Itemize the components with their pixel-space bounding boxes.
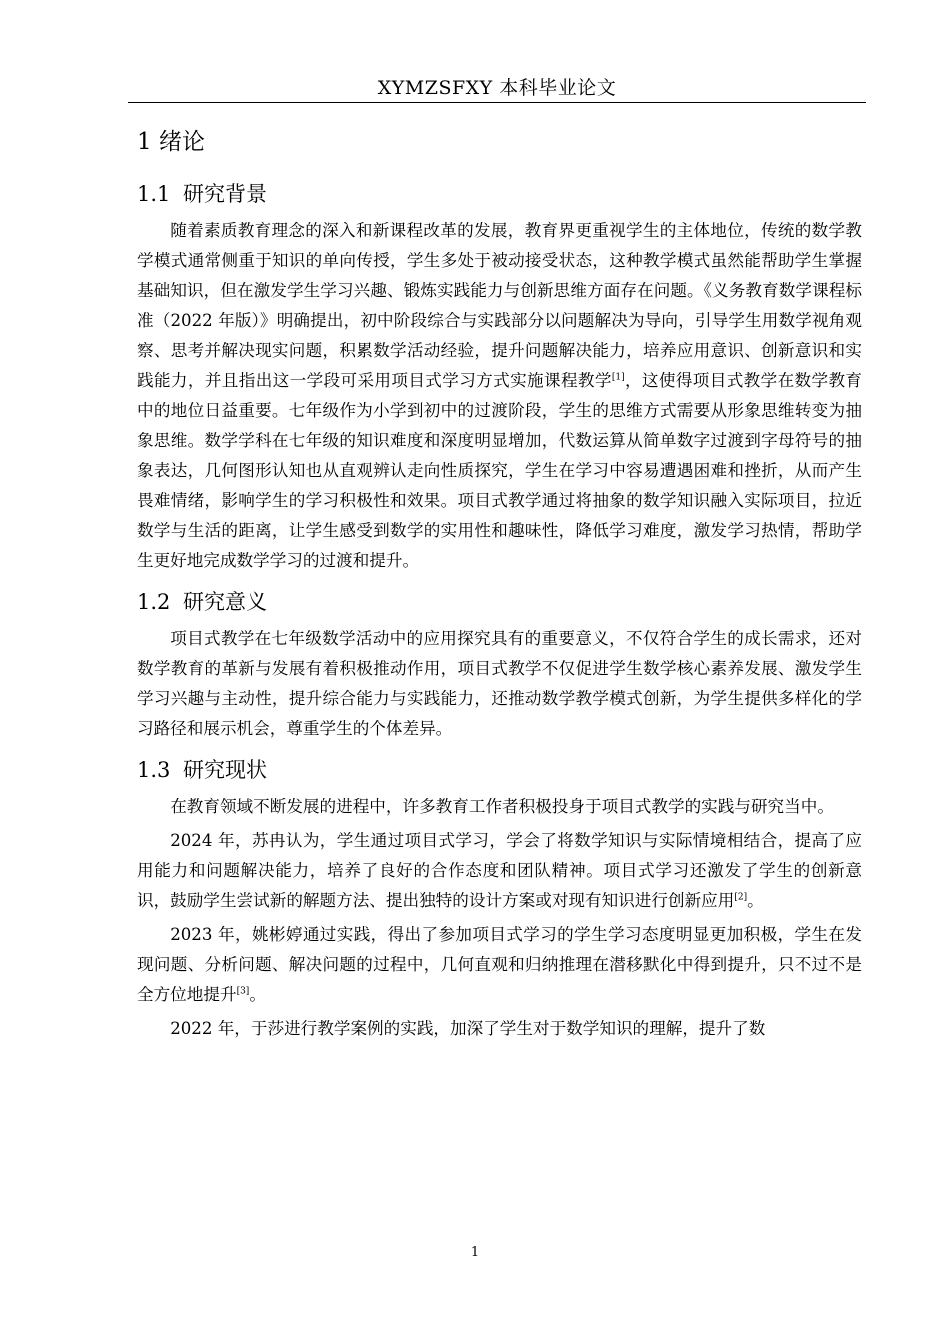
- page-header: XYMZSFXY 本科毕业论文: [377, 77, 617, 99]
- paragraph-text: 项目式教学在七年级数学活动中的应用探究具有的重要意义，不仅符合学生的成长需求，还对数学教育的革新与发展有着积极推动作用，项目式教学不仅促进学生数学核心素养发展、激发学生学习兴趣与主动性，提升综合能力与实践能力，还推动数学教学模式创新，为学生提供多样化的学习路径和展示机会，尊重学生的个体差异。: [137, 629, 862, 738]
- citation-ref: [2]: [734, 892, 748, 903]
- body-paragraph: [137, 1014, 862, 1044]
- paragraph-text: 随着素质教育理念的深入和新课程改革的发展，教育界更重视学生的主体地位，传统的数学教学模式通常侧重于知识的单向传授，学生多处于被动接受状态，这种教学模式虽然能帮助学生掌握基础知识，但在激发学生学习兴趣、锻炼实践能力与创新思维方面存在问题。《义务教育数学课程标准（2022 年版）》明确提出，初中阶段综合与实践部分以问题解决为导向，引导学生用数学视角观察、思考并解决现实问题，积累数学活动经验，提升问题解决能力，培养应用意识、创新意识和实践能力，并且指出这一学段可采用项目式学习方式实施课程教学: [137, 221, 862, 390]
- body-paragraph: [137, 792, 862, 822]
- body-paragraph: [137, 920, 862, 1010]
- section-title: 研究意义: [183, 590, 267, 614]
- paragraph-text: ，这使得项目式教学在数学教育中的地位日益重要。七年级作为小学到初中的过渡阶段，学生的思维方式需要从形象思维转变为抽象思维。数学学科在七年级的知识难度和深度明显增加，代数运算从简单数字过渡到字母符号的抽象表达，几何图形认知也从直观辨认走向性质探究，学生在学习中容易遭遇困难和挫折，从而产生畏难情绪，影响学生的学习积极性和效果。项目式教学通过将抽象的数学知识融入实际项目，拉近数学与生活的距离，让学生感受到数学的实用性和趣味性，降低学习难度，激发学习热情，帮助学生更好地完成数学学习的过渡和提升。: [137, 371, 863, 570]
- body-paragraph: [137, 826, 862, 916]
- section-research-background: [137, 178, 862, 576]
- section-heading: [137, 586, 862, 618]
- section-title: 研究背景: [183, 182, 267, 206]
- section-heading: [137, 178, 862, 210]
- section-research-significance: [137, 586, 862, 744]
- section-number: 1.2: [137, 590, 171, 614]
- paragraph-text: 2023 年，姚彬婷通过实践，得出了参加项目式学习的学生学习态度明显更加积极，学生在发现问题、分析问题、解决问题的过程中，几何直观和归纳推理在潜移默化中得到提升，只不过不是全方位地提升: [137, 925, 862, 1004]
- section-research-status: [137, 754, 862, 1044]
- paragraph-text: 在教育领域不断发展的进程中，许多教育工作者积极投身于项目式教学的实践与研究当中。: [170, 797, 834, 816]
- section-heading: [137, 754, 862, 786]
- section-number: 1.3: [137, 758, 171, 782]
- body-paragraph: [137, 624, 862, 744]
- paragraph-text: 。: [747, 891, 764, 910]
- paragraph-text: 2024 年，苏冉认为，学生通过项目式学习，学会了将数学知识与实际情境相结合，提高了应用能力和问题解决能力，培养了良好的合作态度和团队精神。项目式学习还激发了学生的创新意识，鼓励学生尝试新的解题方法、提出独特的设计方案或对现有知识进行创新应用: [137, 831, 862, 910]
- paragraph-text: 2022 年，于莎进行教学案例的实践，加深了学生对于数学知识的理解，提升了数: [170, 1019, 766, 1038]
- body-paragraph: [137, 216, 862, 576]
- citation-ref: [1]: [611, 372, 625, 383]
- section-title: 研究现状: [183, 758, 267, 782]
- page-number: 1: [470, 1245, 480, 1260]
- section-number: 1.1: [137, 182, 171, 206]
- page-content: [137, 124, 862, 1048]
- chapter-title: 1 绪论: [137, 129, 205, 155]
- header-rule: [128, 102, 866, 103]
- citation-ref: [3]: [236, 986, 250, 997]
- paragraph-text: 。: [249, 985, 266, 1004]
